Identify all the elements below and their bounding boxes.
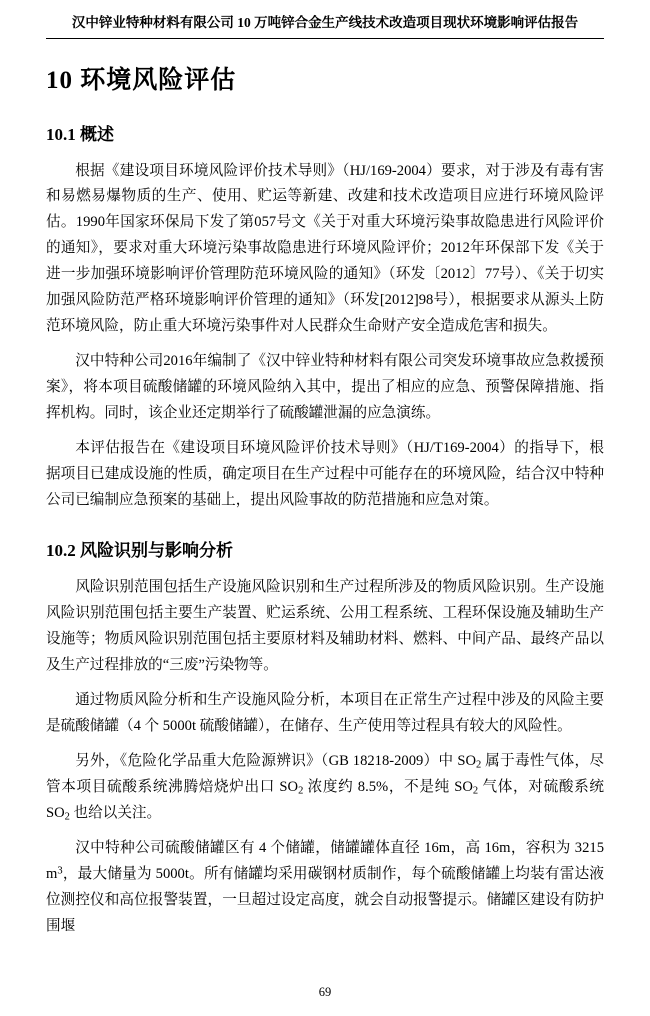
paragraph: 通过物质风险分析和生产设施风险分析，本项目在正常生产过程中涉及的风险主要是硫酸储罐（4 个 5000t 硫酸储罐），在储存、生产使用等过程具有较大的风险性。 [46, 691, 604, 734]
paragraph: 汉中特种公司2016年编制了《汉中锌业特种材料有限公司突发环境事故应急救援预案》，将本项目硫酸储罐的环境风险纳入其中，提出了相应的应急、预警保障措施、指挥机构。同时，该企业还定期举行了硫酸罐泄漏的应急演练。 [46, 353, 604, 422]
paragraph: 另外，《危险化学品重大危险源辨识》（GB 18218-2009）中 $SO_2$ 属于毒性气体，尽管本项目硫酸系统沸腾焙烧炉出口 $SO_2$ 浓度约 8.5%，不是纯 $SO_2$ 气体，对硫酸系统 $SO_2$ 也给以关注。 [46, 752, 604, 823]
paragraph: 本评估报告在《建设项目环境风险评价技术导则》（HJ/T169-2004）的指导下，根据项目已建成设施的性质，确定项目在生产过程中可能存在的环境风险，结合汉中特种公司已编制应急预案的基础上，提出风险事故的防范措施和应急对策。 [46, 440, 604, 509]
paragraph: 风险识别范围包括生产设施风险识别和生产过程所涉及的物质风险识别。生产设施风险识别范围包括主要生产装置、贮运系统、公用工程系统、工程环保设施及辅助生产设施等；物质风险识别范围包括主要原材料及辅助材料、燃料、中间产品、最终产品以及生产过程排放的“三废”污染物等。 [46, 578, 604, 673]
chapter-title: 10 环境风险评估 [46, 67, 237, 95]
paragraph: 根据《建设项目环境风险评价技术导则》（HJ/169-2004）要求，对于涉及有毒有害和易燃易爆物质的生产、使用、贮运等新建、改建和技术改造项目应进行环境风险评估。1990年国家环保局下发了第057号文《关于对重大环境污染事故隐患进行风险评价的通知》，要求对重大环境污染事故隐患进行环境风险评价；2012年环保部下发《关于进一步加强环境影响评价管理防范环境风险的通知》（环发〔2012〕77号）、《关于切实加强风险防范严格环境影响评价管理的通知》（环发[2012]98号），根据要求从源头上防范环境风险，防止重大环境污染事件对人民群众生命财产安全造成危害和损失。 [46, 162, 604, 335]
paragraph: 汉中特种公司硫酸储罐区有 4 个储罐，储罐罐体直径 16m，高 16m，容积为 3215 $m^3$，最大储量为 5000t。所有储罐均采用碳钢材质制作，每个硫酸储罐上均装有雷达液位测控仪和高位报警装置，一旦超过设定高度，就会自动报警提示。储罐区建设有防护围堰 [46, 839, 604, 934]
page-number: 69 [318, 985, 332, 999]
section-heading-10-1: 10.1 概述 [46, 124, 114, 144]
page-header: 汉中锌业特种材料有限公司 10 万吨锌合金生产线技术改造项目现状环境影响评估报告 [46, 14, 604, 39]
section-heading-10-2: 10.2 风险识别与影响分析 [46, 541, 233, 561]
